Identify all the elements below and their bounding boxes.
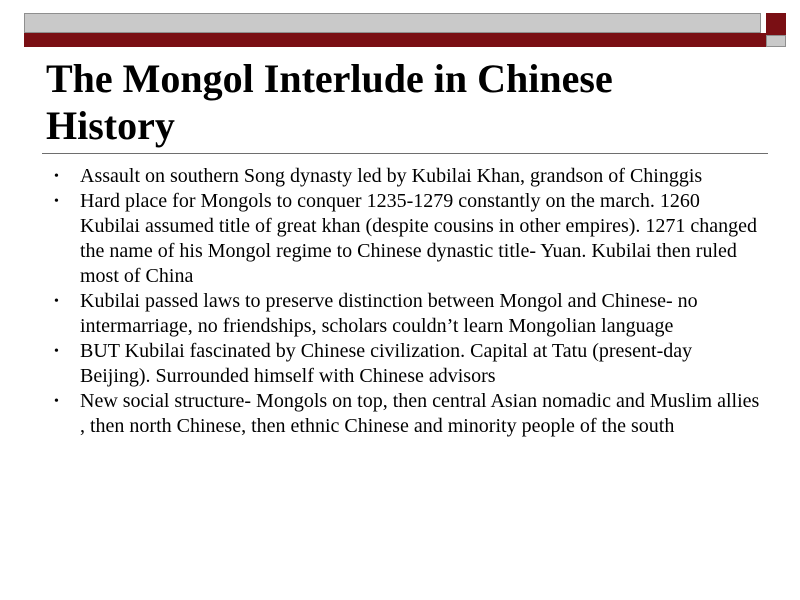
bullet-text: Assault on southern Song dynasty led by Kubilai Khan, grandson of Chinggis	[80, 165, 703, 187]
bullet-text: Kubilai passed laws to preserve distinction between Mongol and Chinese- no intermarriage, no friendships, scholars couldn’t learn Mongolian language	[80, 290, 698, 337]
header-gray-bar	[24, 13, 761, 33]
bullet-icon: •	[54, 394, 59, 409]
slide-title: The Mongol Interlude in Chinese History	[46, 56, 613, 148]
bullet-icon: •	[54, 194, 59, 209]
corner-gray-square	[766, 35, 786, 47]
bullet-icon: •	[54, 169, 59, 184]
bullet-list	[54, 164, 764, 439]
bullet-icon: •	[54, 344, 59, 359]
bullet-item	[54, 189, 764, 289]
bullet-text: New social structure- Mongols on top, then central Asian nomadic and Muslim allies , then north Chinese, then ethnic Chinese and minority people of the south	[80, 390, 760, 437]
title-divider	[42, 153, 768, 154]
corner-red-square	[766, 13, 786, 33]
header-red-bar	[24, 33, 786, 47]
bullet-item	[54, 389, 764, 439]
bullet-item	[54, 164, 764, 189]
bullet-icon: •	[54, 294, 59, 309]
bullet-item	[54, 339, 764, 389]
bullet-text: BUT Kubilai fascinated by Chinese civilization. Capital at Tatu (present-day Beijing). Surrounded himself with Chinese advisors	[80, 340, 693, 387]
bullet-item	[54, 289, 764, 339]
bullet-text: Hard place for Mongols to conquer 1235-1279 constantly on the march. 1260 Kubilai assumed title of great khan (despite cousins in other empires). 1271 changed the name of his Mongol regime to Chinese dynastic title- Yuan. Kubilai then ruled most of China	[80, 190, 758, 287]
